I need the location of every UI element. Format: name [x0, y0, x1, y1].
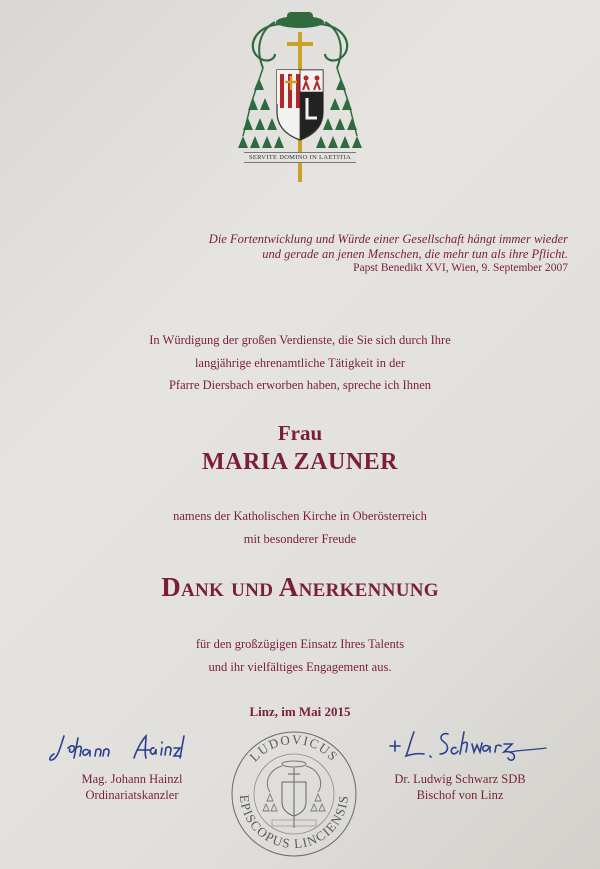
- svg-text:LUDOVICUS: LUDOVICUS: [246, 731, 342, 765]
- intro-line-2: langjährige ehrenamtliche Tätigkeit in der: [194, 355, 406, 370]
- quote-source: Papst Benedikt XVI, Wien, 9. September 2007: [353, 262, 568, 274]
- recipient-name: MARIA ZAUNER: [201, 449, 398, 475]
- quote-text: [209, 232, 568, 262]
- signatory-left-name: Mag. Johann Hainzl: [81, 772, 183, 786]
- quote-line-2: und gerade an jenen Menschen, die mehr tun als ihre Pflicht.: [262, 247, 568, 261]
- signature-ludwig-schwarz: [360, 726, 560, 766]
- church-paragraph: [0, 505, 600, 550]
- place-date: Linz, im Mai 2015: [249, 704, 351, 719]
- svg-text:EPISCOPUS LINCIENSIS: EPISCOPUS LINCIENSIS: [236, 793, 352, 852]
- quote-line-1: Die Fortentwicklung und Würde einer Gesellschaft hängt immer wieder: [208, 232, 568, 246]
- church-line-2: mit besonderer Freude: [243, 531, 357, 546]
- signatory-right-name: Dr. Ludwig Schwarz SDB: [394, 772, 526, 786]
- signature-johann-hainzl: [42, 730, 222, 766]
- episcopal-seal-icon: [228, 728, 360, 860]
- reason-paragraph: [0, 633, 600, 678]
- intro-line-1: In Würdigung der großen Verdienste, die Sie sich durch Ihre: [149, 333, 451, 347]
- intro-line-3: Pfarre Diersbach erworben haben, spreche ich Ihnen: [168, 378, 432, 392]
- signatory-right: [360, 726, 560, 803]
- crest-motto: SERVITE DOMINO IN LAETITIA: [244, 152, 356, 163]
- church-line-1: namens der Katholischen Kirche in Oberösterreich: [173, 509, 427, 523]
- certificate-title: Dank und Anerkennung: [161, 572, 439, 602]
- reason-line-2: und ihr vielfältiges Engagement aus.: [208, 659, 392, 674]
- signatory-right-role: Bischof von Linz: [416, 788, 504, 802]
- signatory-left-role: Ordinariatskanzler: [85, 788, 179, 802]
- signatory-left: [42, 730, 222, 803]
- recipient-salutation: Frau: [277, 421, 323, 445]
- reason-line-1: für den großzügigen Einsatz Ihres Talents: [195, 637, 405, 651]
- intro-paragraph: [0, 329, 600, 397]
